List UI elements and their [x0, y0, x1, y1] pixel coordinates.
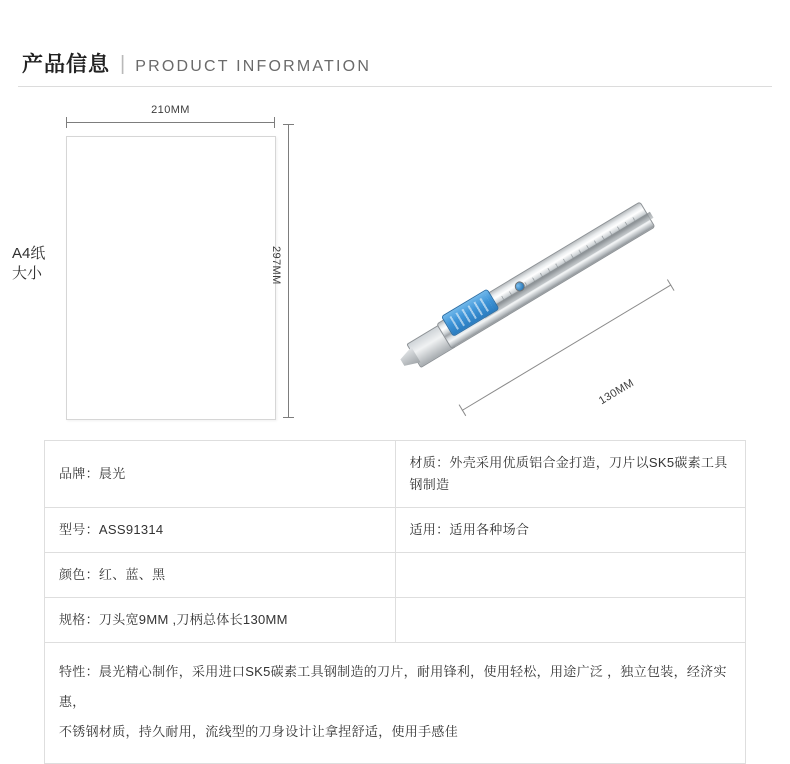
page-title: [18, 48, 772, 78]
spec-material: 材质：外壳采用优质铝合金打造，刀片以SK5碳素工具钢制造: [395, 441, 746, 508]
a4-caption: [12, 244, 45, 284]
a4-paper-shape: [66, 136, 276, 420]
spec-features-line1: 特性：晨光精心制作，采用进口SK5碳素工具钢制造的刀片，耐用锋利，使用轻松，用途广泛 ，独立包装，经济实惠，: [59, 664, 727, 709]
spec-model: 型号：ASS91314: [45, 508, 396, 553]
spec-color: 颜色：红、蓝、黑: [45, 553, 396, 598]
knife-slider-track: [482, 212, 654, 319]
table-row: [45, 553, 746, 598]
section-header: [18, 48, 772, 90]
a4-caption-line2: 大小: [12, 265, 43, 282]
illustration-area: [0, 96, 790, 436]
specification-table: [44, 440, 746, 764]
knife-body: [404, 174, 694, 459]
knife-length-label: 130MM: [596, 376, 637, 408]
table-row: [45, 441, 746, 508]
utility-knife-illustration: [404, 174, 704, 464]
page-title-en: PRODUCT INFORMATION: [135, 58, 372, 75]
spec-features: [45, 643, 746, 764]
spec-brand: 品牌：晨光: [45, 441, 396, 508]
table-row: [45, 508, 746, 553]
page-title-cn: 产品信息: [22, 53, 110, 76]
header-divider: [18, 86, 772, 87]
specification-table-body: [45, 441, 746, 764]
paper-height-dimension-line: [288, 124, 289, 418]
spec-size: 规格：刀头宽9MM ,刀柄总体长130MM: [45, 598, 396, 643]
spec-usage: 适用：适用各种场合: [395, 508, 746, 553]
table-row: [45, 643, 746, 764]
title-separator: |: [120, 53, 126, 75]
spec-features-line2: 不锈钢材质，持久耐用，流线型的刀身设计让拿捏舒适，使用手感佳: [59, 724, 459, 739]
paper-height-label: 297MM: [270, 246, 282, 285]
paper-width-dimension-line: [66, 122, 275, 123]
knife-rotated-group: [402, 196, 661, 377]
table-row: [45, 598, 746, 643]
spec-empty-1: [395, 553, 746, 598]
spec-empty-2: [395, 598, 746, 643]
paper-width-label: 210MM: [151, 104, 190, 116]
a4-caption-line1: A4纸: [12, 245, 46, 262]
